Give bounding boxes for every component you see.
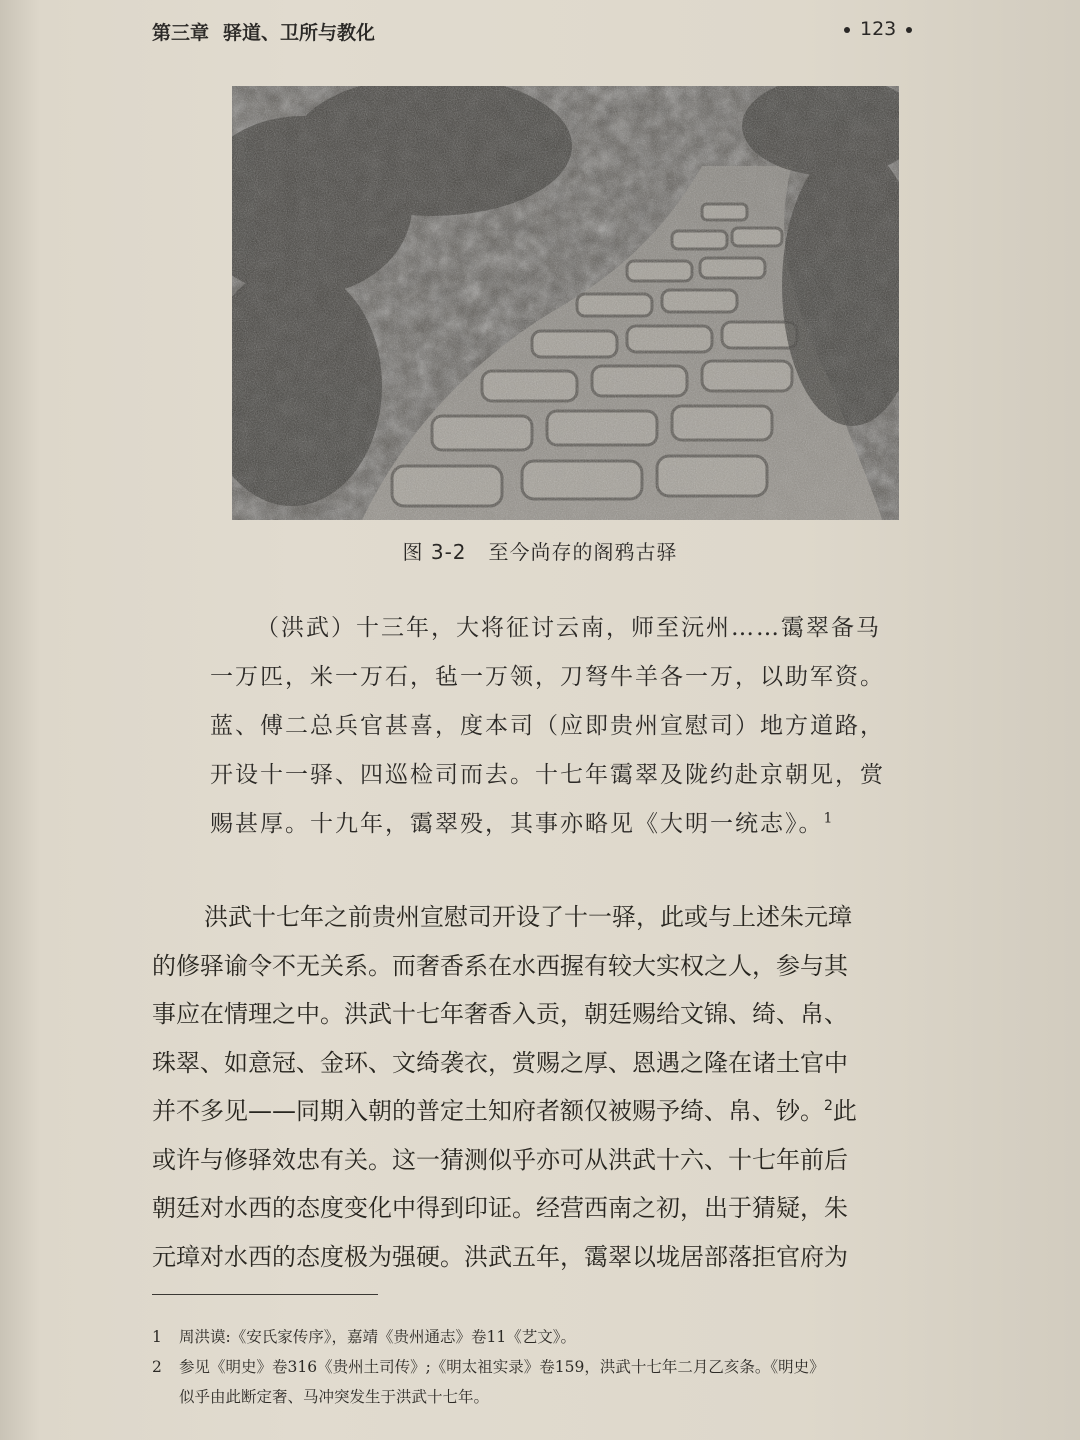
- footnote-ref-2[interactable]: 2: [824, 1098, 833, 1114]
- footnote-ref-1[interactable]: 1: [823, 810, 835, 827]
- body-line: 朝廷对水西的态度变化中得到印证。经营西南之初，出于猜疑，朱: [152, 1194, 848, 1222]
- body-line: 元璋对水西的态度极为强硬。洪武五年，霭翠以垅居部落拒官府为: [152, 1242, 848, 1271]
- bullet-icon: [844, 27, 850, 33]
- block-quote: [210, 604, 930, 849]
- quote-line: 开设十一驿、四巡检司而去。十七年霭翠及陇约赴京朝见，赏: [210, 762, 885, 788]
- figure-number: 图 3-2: [402, 540, 467, 564]
- footnote-2: [152, 1352, 952, 1412]
- footnote-1: [152, 1322, 952, 1352]
- running-header: [152, 18, 375, 45]
- quote-line-text: 赐甚厚。十九年，霭翠殁，其事亦略见《大明一统志》。: [210, 811, 824, 837]
- body-line: 珠翠、如意冠、金环、文绮袭衣，赏赐之厚、恩遇之隆在诸土官中: [152, 1048, 848, 1077]
- body-line-with-footnote: [152, 1087, 937, 1136]
- footnote-line: 似乎由此断定奢、马冲突发生于洪武十七年。: [179, 1388, 490, 1406]
- chapter-title: 驿道、卫所与教化: [223, 22, 376, 44]
- footnote-divider: [152, 1294, 378, 1295]
- quote-line: （洪武）十三年，大将征讨云南，师至沅州……霭翠备马: [256, 615, 881, 641]
- stone-road-photo-icon: [232, 86, 899, 520]
- quote-last-line: [210, 800, 930, 849]
- body-line-tail: 此: [832, 1097, 857, 1125]
- body-line: 洪武十七年之前贵州宣慰司开设了十一驿，此或与上述朱元璋: [204, 903, 852, 931]
- page-number-block: [834, 18, 922, 40]
- chapter-label: 第三章: [152, 22, 210, 44]
- footnote-line: 参见《明史》卷316《贵州土司传》;《明太祖实录》卷159，洪武十七年二月乙亥条。《明史》: [179, 1358, 825, 1376]
- footnotes: [152, 1322, 952, 1412]
- page-number: 123: [860, 18, 897, 40]
- bullet-icon: [906, 27, 912, 33]
- quote-line: 蓝、傅二总兵官甚喜，度本司（应即贵州宣慰司）地方道路，: [210, 713, 885, 739]
- body-line: 或许与修驿效忠有关。这一猜测似乎亦可从洪武十六、十七年前后: [152, 1145, 848, 1174]
- footnote-number: 1: [152, 1328, 162, 1346]
- quote-line: 一万匹，米一万石，毡一万领，刀弩牛羊各一万，以助军资。: [210, 664, 885, 690]
- footnote-line: 周洪谟:《安氏家传序》，嘉靖《贵州通志》卷11《艺文》。: [179, 1328, 576, 1346]
- body-paragraph: [152, 893, 937, 1281]
- figure-caption: [0, 536, 1080, 565]
- body-line: 的修驿谕令不无关系。而奢香系在水西握有较大实权之人，参与其: [152, 951, 848, 980]
- figure-photo: [232, 86, 899, 520]
- body-line-text: 并不多见——同期入朝的普定土知府者额仅被赐予绮、帛、钞。: [152, 1097, 824, 1125]
- figure-caption-text: 至今尚存的阁鸦古驿: [488, 540, 678, 564]
- body-line: 事应在情理之中。洪武十七年奢香入贡，朝廷赐给文锦、绮、帛、: [152, 1000, 848, 1028]
- footnote-number: 2: [152, 1358, 162, 1376]
